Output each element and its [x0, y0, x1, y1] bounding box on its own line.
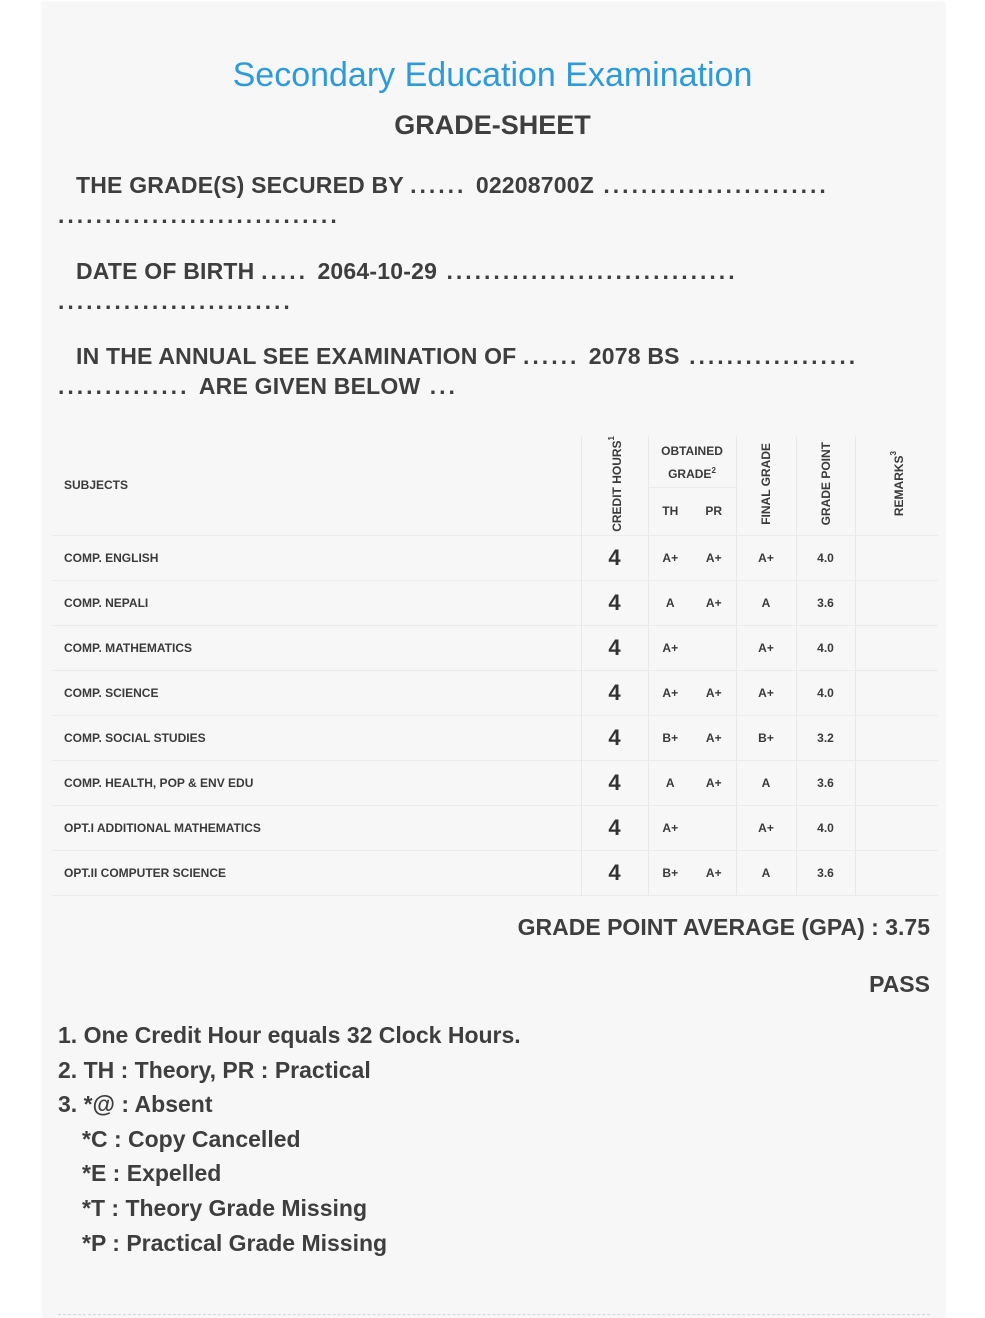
- grade-point-cell: 4.0: [796, 805, 855, 850]
- secured-by-label: THE GRADE(S) SECURED BY: [76, 172, 404, 198]
- practical-grade-cell: A+: [692, 670, 736, 715]
- credit-hours-cell: 4: [581, 760, 648, 805]
- final-grade-cell: A: [736, 580, 796, 625]
- subject-cell: COMP. ENGLISH: [52, 535, 581, 580]
- note-expelled: *E : Expelled: [82, 1160, 222, 1187]
- practical-grade-cell: A+: [692, 535, 736, 580]
- symbol-number: 02208700Z: [475, 172, 595, 198]
- subject-cell: COMP. SOCIAL STUDIES: [52, 715, 581, 760]
- theory-grade-cell: A: [648, 760, 692, 805]
- subjects-header: SUBJECTS: [52, 436, 581, 535]
- grade-point-cell: 3.6: [796, 580, 855, 625]
- secured-by-block: THE GRADE(S) SECURED BY ...... 02208700Z ........................ ..............................: [58, 172, 829, 228]
- grade-point-cell: 4.0: [796, 670, 855, 715]
- credit-hours-cell: 4: [581, 850, 648, 895]
- table-row: [52, 715, 938, 760]
- practical-grade-cell: [692, 625, 736, 670]
- final-grade-cell: B+: [736, 715, 796, 760]
- practical-grade-cell: A+: [692, 580, 736, 625]
- table-row: [52, 580, 938, 625]
- remarks-cell: [855, 805, 938, 850]
- gpa-line: [518, 914, 930, 941]
- final-grade-cell: A: [736, 760, 796, 805]
- practical-grade-cell: A+: [692, 760, 736, 805]
- grade-point-cell: 3.6: [796, 850, 855, 895]
- credit-hours-cell: 4: [581, 805, 648, 850]
- grade-point-cell: 4.0: [796, 625, 855, 670]
- theory-grade-cell: A+: [648, 625, 692, 670]
- subject-cell: OPT.I ADDITIONAL MATHEMATICS: [52, 805, 581, 850]
- exam-year: 2078 BS: [588, 343, 680, 369]
- note-theory-missing: *T : Theory Grade Missing: [82, 1194, 367, 1221]
- final-grade-cell: A+: [736, 670, 796, 715]
- grade-point-header: GRADE POINT: [796, 436, 855, 535]
- credit-hours-cell: 4: [581, 580, 648, 625]
- gpa-value: 3.75: [885, 914, 930, 940]
- remarks-cell: [855, 760, 938, 805]
- practical-grade-cell: A+: [692, 850, 736, 895]
- table-row: [52, 535, 938, 580]
- practical-grade-cell: A+: [692, 715, 736, 760]
- table-row: [52, 805, 938, 850]
- final-grade-cell: A+: [736, 535, 796, 580]
- remarks-cell: [855, 580, 938, 625]
- remarks-cell: [855, 535, 938, 580]
- remarks-cell: [855, 670, 938, 715]
- table-row: [52, 850, 938, 895]
- note-practical-missing: *P : Practical Grade Missing: [82, 1229, 388, 1256]
- dob-label: DATE OF BIRTH: [76, 258, 255, 284]
- final-grade-cell: A+: [736, 625, 796, 670]
- pr-header: PR: [692, 487, 736, 535]
- dob-value: 2064-10-29: [317, 258, 438, 284]
- obtained-grade-header: OBTAINED GRADE$^2$: [648, 436, 736, 487]
- grades-table: [52, 436, 938, 896]
- theory-grade-cell: A+: [648, 535, 692, 580]
- table-row: [52, 625, 938, 670]
- subject-cell: COMP. SCIENCE: [52, 670, 581, 715]
- remarks-cell: [855, 625, 938, 670]
- dob-block: DATE OF BIRTH ..... 2064-10-29 ............................... .........................: [58, 258, 738, 314]
- table-row: [52, 760, 938, 805]
- theory-grade-cell: B+: [648, 850, 692, 895]
- remarks-cell: [855, 850, 938, 895]
- theory-grade-cell: A+: [648, 670, 692, 715]
- subject-cell: COMP. MATHEMATICS: [52, 625, 581, 670]
- table-row: [52, 670, 938, 715]
- subject-cell: OPT.II COMPUTER SCIENCE: [52, 850, 581, 895]
- credit-hours-cell: 4: [581, 625, 648, 670]
- credit-hours-header: CREDIT HOURS$^1$: [581, 436, 648, 535]
- given-below-text: ARE GIVEN BELOW: [198, 373, 421, 399]
- grade-point-cell: 4.0: [796, 535, 855, 580]
- result-status: PASS: [869, 971, 930, 997]
- subject-cell: COMP. NEPALI: [52, 580, 581, 625]
- grade-point-cell: 3.2: [796, 715, 855, 760]
- credit-hours-cell: 4: [581, 715, 648, 760]
- credit-hours-cell: 4: [581, 535, 648, 580]
- remarks-header: REMARKS$^3$: [855, 436, 938, 535]
- footnotes: [58, 1018, 521, 1260]
- credit-hours-cell: 4: [581, 670, 648, 715]
- remarks-cell: [855, 715, 938, 760]
- note-3: 3. *@ : Absent: [58, 1091, 213, 1118]
- exam-block: IN THE ANNUAL SEE EXAMINATION OF ...... 2078 BS .................. .............. ARE GIVEN BELOW ...: [58, 343, 859, 399]
- theory-grade-cell: B+: [648, 715, 692, 760]
- final-grade-header: FINAL GRADE: [736, 436, 796, 535]
- bottom-divider: [58, 1314, 930, 1315]
- final-grade-cell: A: [736, 850, 796, 895]
- practical-grade-cell: [692, 805, 736, 850]
- note-2: 2. TH : Theory, PR : Practical: [58, 1056, 371, 1083]
- th-header: TH: [648, 487, 692, 535]
- subject-cell: COMP. HEALTH, POP & ENV EDU: [52, 760, 581, 805]
- theory-grade-cell: A+: [648, 805, 692, 850]
- note-copy-cancelled: *C : Copy Cancelled: [82, 1125, 301, 1152]
- exam-label: IN THE ANNUAL SEE EXAMINATION OF: [76, 343, 517, 369]
- theory-grade-cell: A: [648, 580, 692, 625]
- grade-point-cell: 3.6: [796, 760, 855, 805]
- final-grade-cell: A+: [736, 805, 796, 850]
- grade-sheet-heading: GRADE-SHEET: [394, 110, 591, 140]
- gpa-label: GRADE POINT AVERAGE (GPA) :: [517, 914, 879, 940]
- note-1: 1. One Credit Hour equals 32 Clock Hours.: [58, 1022, 521, 1048]
- exam-title: Secondary Education Examination: [232, 56, 753, 94]
